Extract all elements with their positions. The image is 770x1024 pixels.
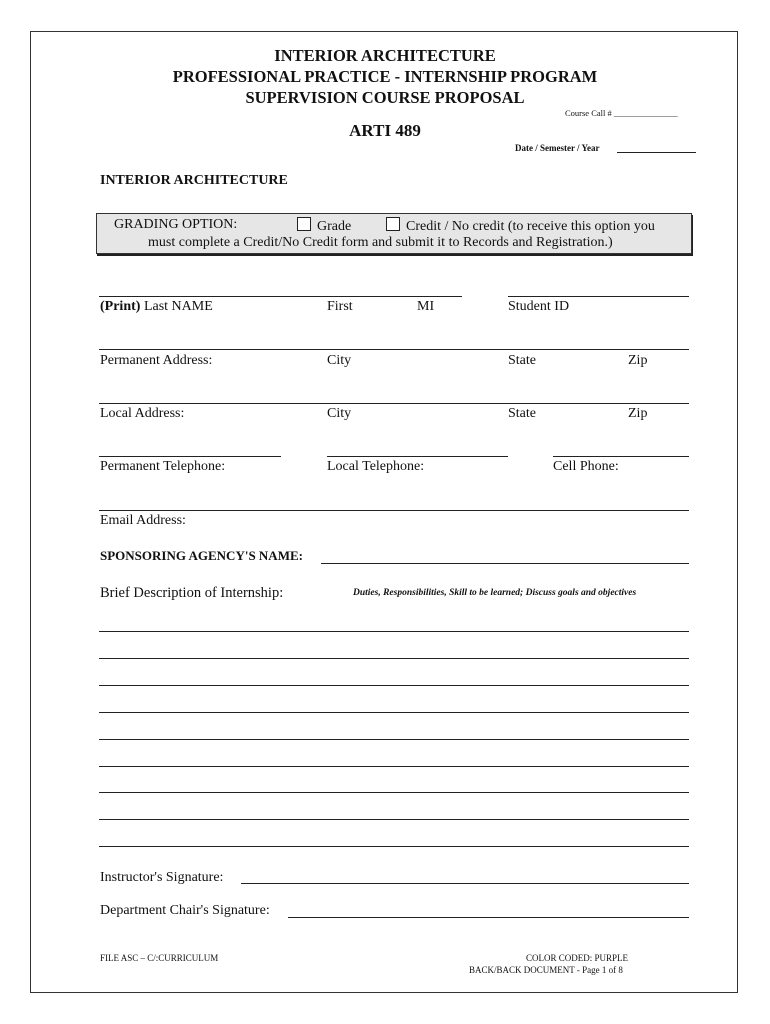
permanent-address-line[interactable]	[99, 349, 689, 350]
title-line-2: PROFESSIONAL PRACTICE - INTERNSHIP PROGRAM	[172, 67, 598, 86]
date-semester-line[interactable]	[617, 152, 696, 153]
local-telephone-label: Local Telephone:	[327, 459, 425, 474]
permanent-telephone-line[interactable]	[99, 456, 281, 457]
local-address-label: Local Address:	[100, 406, 185, 421]
chair-signature-line[interactable]	[288, 917, 689, 918]
department-heading: INTERIOR ARCHITECTURE	[100, 173, 288, 188]
title-line-1: INTERIOR ARCHITECTURE	[274, 46, 496, 65]
email-label: Email Address:	[100, 513, 186, 528]
sponsoring-agency-label: SPONSORING AGENCY'S NAME:	[100, 548, 303, 563]
brief-description-note: Duties, Responsibilities, Skill to be learned; Discuss goals and objectives	[353, 588, 637, 598]
last-name-text: Last NAME	[143, 299, 213, 314]
description-line[interactable]	[99, 846, 689, 847]
permanent-address-label: Permanent Address:	[100, 353, 213, 368]
cell-phone-line[interactable]	[553, 456, 689, 457]
permanent-telephone-label: Permanent Telephone:	[100, 459, 226, 474]
permanent-state-label: State	[508, 353, 536, 368]
description-line[interactable]	[99, 658, 689, 659]
course-call-field[interactable]: Course Call # _______________	[565, 108, 678, 118]
description-line[interactable]	[99, 819, 689, 820]
footer-page-info: BACK/BACK DOCUMENT - Page 1 of 8	[469, 965, 623, 975]
description-line[interactable]	[99, 685, 689, 686]
grading-option-label: GRADING OPTION:	[114, 217, 238, 232]
description-line[interactable]	[99, 631, 689, 632]
date-semester-label: Date / Semester / Year	[515, 143, 600, 153]
credit-checkbox[interactable]	[386, 217, 400, 231]
sponsoring-agency-line[interactable]	[321, 563, 689, 564]
local-state-label: State	[508, 406, 536, 421]
local-address-line[interactable]	[99, 403, 689, 404]
name-line[interactable]	[99, 296, 462, 297]
grading-note: must complete a Credit/No Credit form and submit it to Records and Registration.)	[148, 235, 613, 250]
credit-option-label: Credit / No credit (to receive this option you	[406, 219, 655, 234]
instructor-signature-line[interactable]	[241, 883, 689, 884]
permanent-city-label: City	[327, 353, 352, 368]
chair-signature-label: Department Chair's Signature:	[100, 903, 270, 918]
description-line[interactable]	[99, 712, 689, 713]
instructor-signature-label: Instructor's Signature:	[100, 870, 224, 885]
description-line[interactable]	[99, 792, 689, 793]
mi-label: MI	[417, 299, 435, 314]
local-zip-label: Zip	[628, 406, 648, 421]
first-name-label: First	[327, 299, 353, 314]
footer-color-coded: COLOR CODED: PURPLE	[526, 953, 629, 963]
cell-phone-label: Cell Phone:	[553, 459, 619, 474]
credit-option[interactable]	[386, 217, 655, 235]
description-line[interactable]	[99, 766, 689, 767]
last-name-label	[100, 299, 213, 315]
email-line[interactable]	[99, 510, 689, 511]
print-label: (Print)	[100, 299, 141, 314]
course-code: ARTI 489	[349, 121, 421, 140]
brief-description-label: Brief Description of Internship:	[100, 585, 284, 601]
title-line-3: SUPERVISION COURSE PROPOSAL	[245, 88, 525, 107]
grade-option-label: Grade	[317, 219, 352, 234]
grade-option[interactable]	[297, 217, 351, 235]
student-id-label: Student ID	[508, 299, 570, 314]
permanent-zip-label: Zip	[628, 353, 648, 368]
student-id-line[interactable]	[508, 296, 689, 297]
local-city-label: City	[327, 406, 352, 421]
description-line[interactable]	[99, 739, 689, 740]
footer-file-code: FILE ASC – C/:CURRICULUM	[100, 953, 219, 963]
local-telephone-line[interactable]	[327, 456, 508, 457]
grade-checkbox[interactable]	[297, 217, 311, 231]
